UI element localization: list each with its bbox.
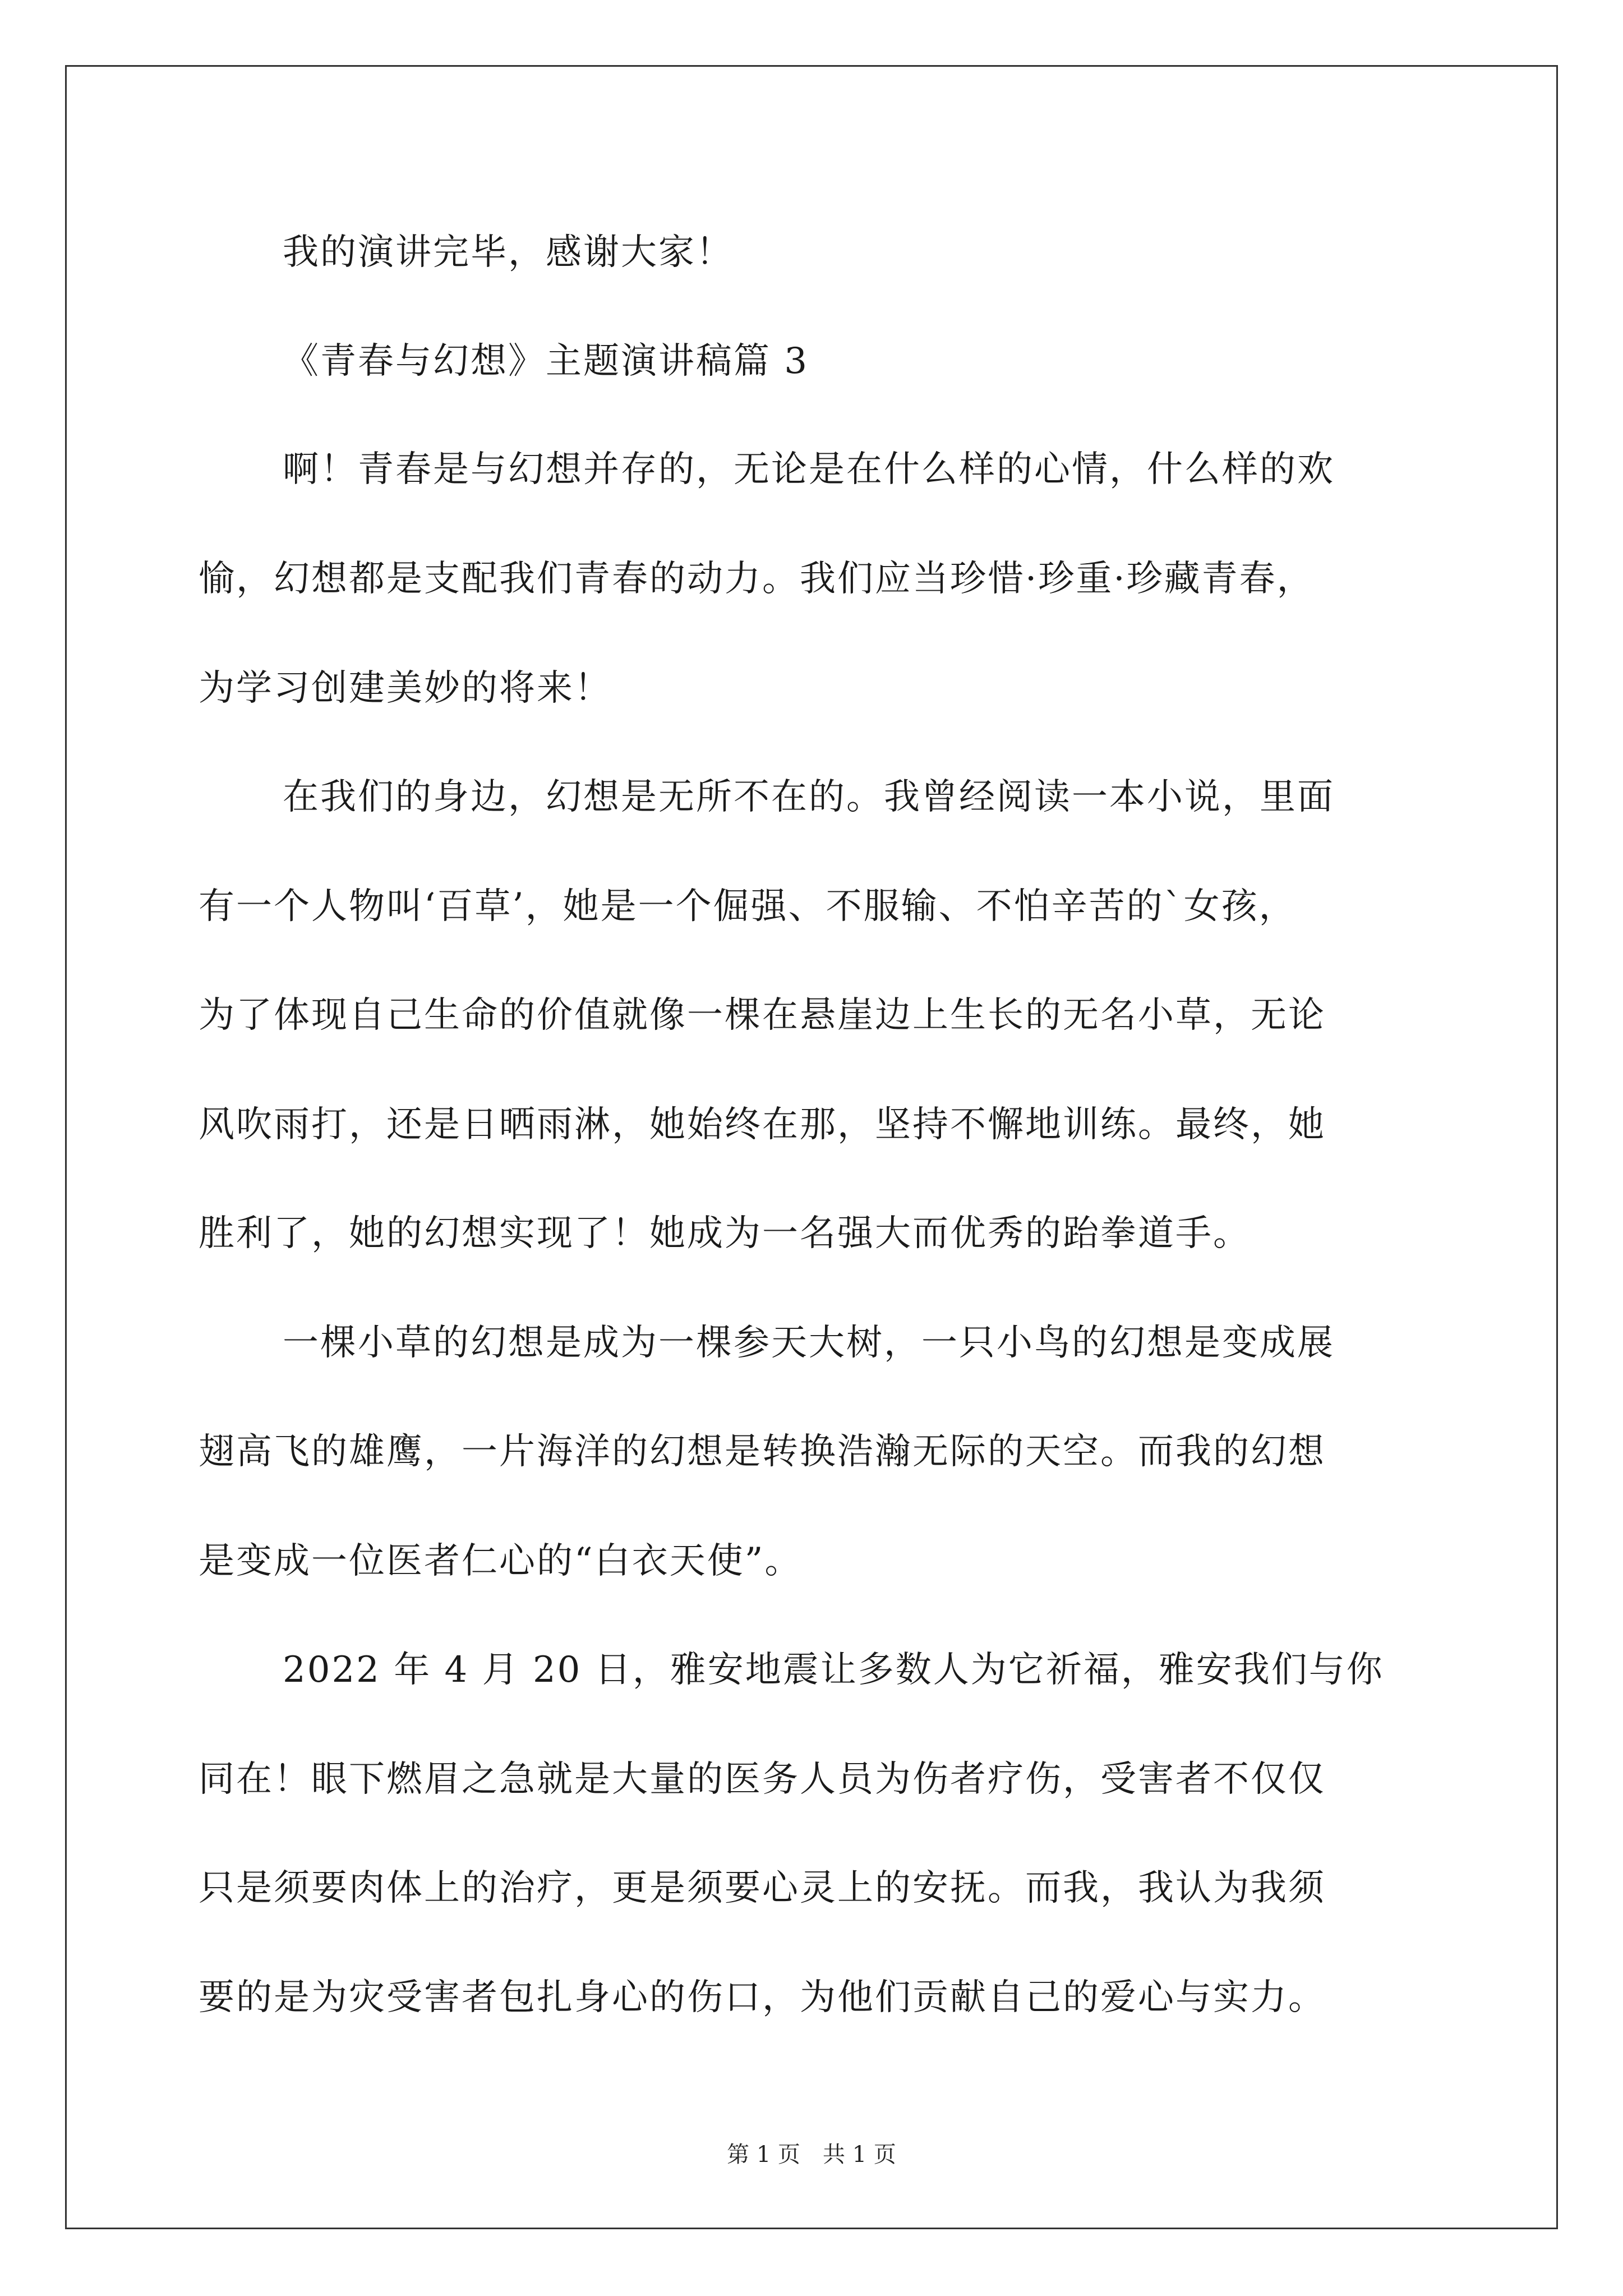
paragraph-line: 一棵小草的幻想是成为一棵参天大树，一只小鸟的幻想是变成展 — [283, 1322, 1335, 1364]
paragraph-line: 风吹雨打，还是日晒雨淋，她始终在那，坚持不懈地训练。最终，她 — [199, 1104, 1326, 1145]
paragraph-line: 愉，幻想都是支配我们青春的动力。我们应当珍惜·珍重·珍藏青春， — [199, 558, 1315, 600]
paragraph-line: 只是须要肉体上的治疗，更是须要心灵上的安抚。而我，我认为我须 — [199, 1867, 1326, 1909]
paragraph-closing: 我的演讲完毕，感谢大家！ — [283, 232, 734, 273]
paragraph-line: 为学习创建美妙的将来！ — [199, 668, 612, 709]
paragraph-line: 有一个人物叫‘百草’，她是一个倔强、不服输、不怕辛苦的`女孩， — [199, 886, 1297, 927]
paragraph-line: 为了体现自己生命的价值就像一棵在悬崖边上生长的无名小草，无论 — [199, 995, 1326, 1036]
section-heading: 《青春与幻想》主题演讲稿篇 3 — [283, 341, 809, 382]
paragraph-line: 要的是为灾受害者包扎身心的伤口，为他们贡献自己的爱心与实力。 — [199, 1977, 1326, 2018]
paragraph-line: 同在！眼下燃眉之急就是大量的医务人员为伤者疗伤，受害者不仅仅 — [199, 1759, 1326, 1800]
paragraph-line: 2022 年 4 月 20 日，雅安地震让多数人为它祈福，雅安我们与你 — [283, 1649, 1384, 1691]
page-number-footer: 第 1 页 共 1 页 — [727, 2142, 896, 2168]
paragraph-line: 翅高飞的雄鹰，一片海洋的幻想是转换浩瀚无际的天空。而我的幻想 — [199, 1431, 1326, 1473]
paragraph-line: 是变成一位医者仁心的“白衣天使”。 — [199, 1540, 803, 1582]
paragraph-line: 胜利了，她的幻想实现了！她成为一名强大而优秀的跆拳道手。 — [199, 1213, 1251, 1254]
paragraph-line: 啊！青春是与幻想并存的，无论是在什么样的心情，什么样的欢 — [283, 449, 1335, 490]
paragraph-line: 在我们的身边，幻想是无所不在的。我曾经阅读一本小说，里面 — [283, 776, 1335, 818]
